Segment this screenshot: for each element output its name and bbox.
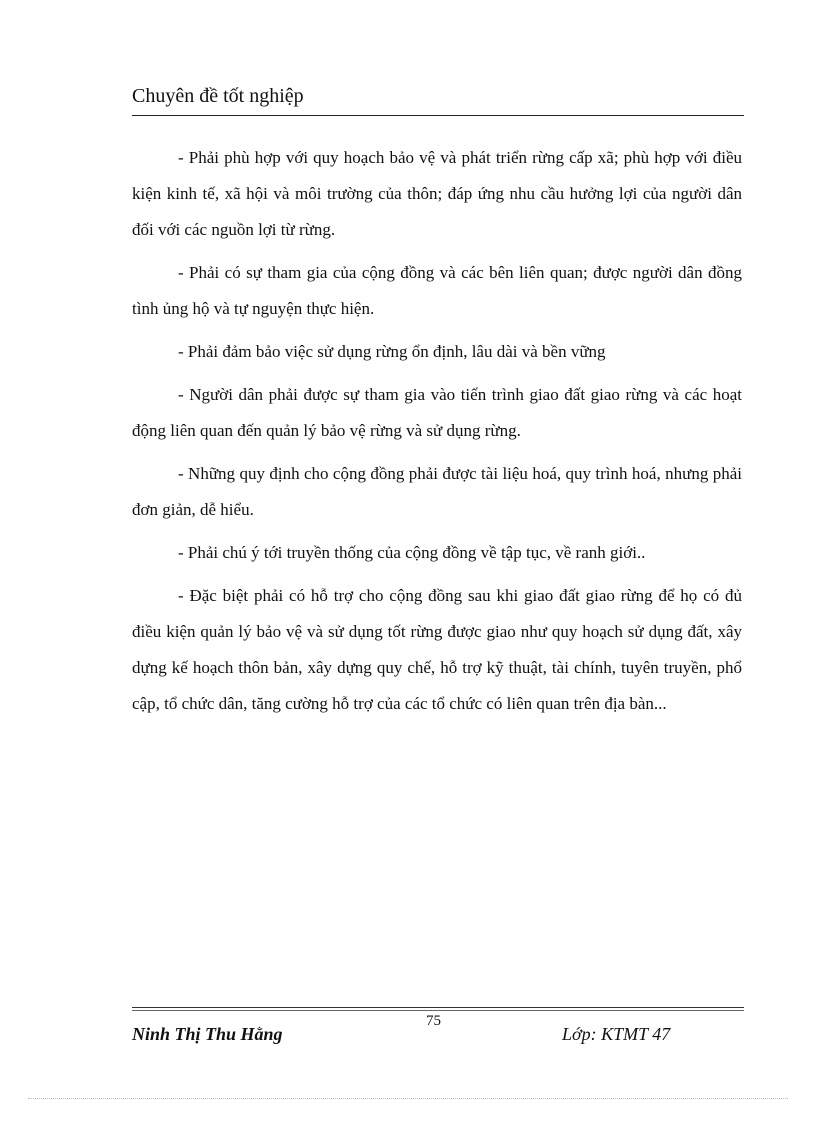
- footer-author: Ninh Thị Thu Hằng: [132, 1024, 283, 1044]
- page-header-title: Chuyên đề tốt nghiệp: [132, 85, 304, 107]
- paragraph-7: - Đặc biệt phải có hỗ trợ cho cộng đồng sau khi giao đất giao rừng để họ có đủ điều kiện quản lý bảo vệ và sử dụng tốt rừng được giao như quy hoạch sử dụng đất, xây dựng kế hoạch thôn bản, xây dựng quy chế, hỗ trợ kỹ thuật, tài chính, tuyên truyền, phổ cập, tổ chức dân, tăng cường hỗ trợ của các tổ chức có liên quan trên địa bàn...: [132, 586, 742, 713]
- footer-divider-top: [132, 1007, 744, 1008]
- paragraph-6: - Phải chú ý tới truyền thống của cộng đồng về tập tục, về ranh giới..: [178, 543, 646, 562]
- paragraph-4: - Người dân phải được sự tham gia vào tiến trình giao đất giao rừng và các hoạt động liên quan đến quản lý bảo vệ rừng và sử dụng rừng.: [132, 385, 742, 440]
- paragraph-3: - Phải đảm bảo việc sử dụng rừng ổn định, lâu dài và bền vững: [178, 342, 606, 361]
- paragraph-1: - Phải phù hợp với quy hoạch bảo vệ và phát triển rừng cấp xã; phù hợp với điều kiện kinh tế, xã hội và môi trường của thôn; đáp ứng nhu cầu hưởng lợi của người dân đối với các nguồn lợi từ rừng.: [132, 148, 742, 239]
- page-bottom-dotted-edge: [28, 1098, 788, 1099]
- document-body: [132, 140, 742, 722]
- page-number: 75: [426, 1013, 441, 1029]
- header-divider: [132, 115, 744, 116]
- paragraph-2: - Phải có sự tham gia của cộng đồng và các bên liên quan; được người dân đồng tình ủng hộ và tự nguyện thực hiện.: [132, 263, 742, 318]
- footer-class-label: Lớp: KTMT 47: [562, 1024, 671, 1044]
- paragraph-5: - Những quy định cho cộng đồng phải được tài liệu hoá, quy trình hoá, nhưng phải đơn giản, dễ hiểu.: [132, 464, 742, 519]
